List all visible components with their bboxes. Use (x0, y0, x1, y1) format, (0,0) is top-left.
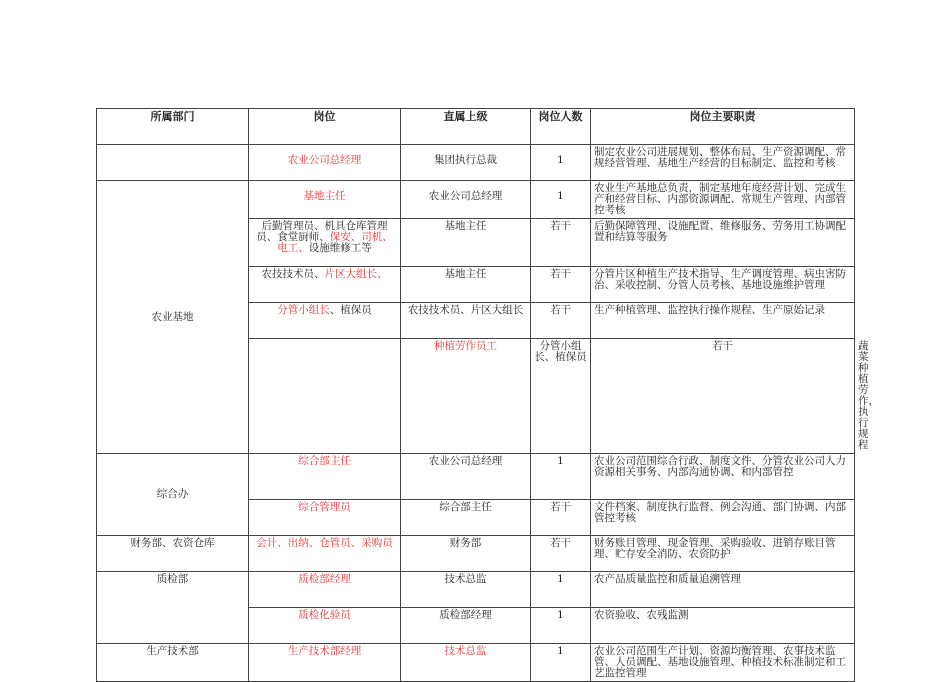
headcount-cell: 若干 (531, 219, 591, 267)
duties-cell: 农业生产基地总负责，制定基地年度经营计划、完成生产和经营目标、内部资源调配、常规生产管理、内部管控考核 (591, 181, 855, 219)
position-cell (249, 219, 401, 267)
department-cell: 财务部、农资仓库 (97, 536, 249, 572)
headcount-cell: 若干 (591, 339, 855, 454)
position-cell: 综合管理员 (249, 500, 401, 536)
duties-cell: 农资验收、农残监测 (591, 608, 855, 644)
supervisor-cell: 质检部经理 (401, 608, 531, 644)
table-header-row (97, 109, 855, 145)
table-row (97, 454, 855, 500)
supervisor-cell: 农业公司总经理 (401, 454, 531, 500)
position-text: 设施维修工等 (308, 242, 372, 254)
position-text: 、植保员 (329, 304, 372, 316)
headcount-cell: 若干 (531, 500, 591, 536)
duties-cell: 农业公司范围综合行政、制度文件、分管农业公司人力资源相关事务、内部沟通协调、和内部管控 (591, 454, 855, 500)
header-headcount: 岗位人数 (531, 109, 591, 145)
header-supervisor: 直属上级 (401, 109, 531, 145)
header-duties: 岗位主要职责 (591, 109, 855, 145)
department-cell: 综合办 (97, 454, 249, 536)
department-cell: 生产技术部 (97, 644, 249, 682)
headcount-cell: 若干 (531, 536, 591, 572)
position-text-highlight: 片区大组长、 (324, 268, 388, 280)
department-cell: 质检部 (97, 572, 249, 644)
supervisor-cell: 农业公司总经理 (401, 181, 531, 219)
supervisor-cell: 分管小组长、植保员 (531, 339, 591, 454)
position-cell: 质检化验员 (249, 608, 401, 644)
duties-cell: 财务账目管理、现金管理、采购验收、进销存账目管理、贮存安全消防、农资防护 (591, 536, 855, 572)
position-cell (249, 303, 401, 339)
position-table (96, 108, 879, 682)
supervisor-cell: 基地主任 (401, 267, 531, 303)
table-row (97, 181, 855, 219)
duties-cell: 农业公司范围生产计划、资源均衡管理、农事技术监管、人员调配、基地设施管理、种植技术标准制定和工艺监控管理 (591, 644, 855, 682)
position-cell: 农业公司总经理 (249, 145, 401, 181)
header-department: 所属部门 (97, 109, 249, 145)
supervisor-cell: 集团执行总裁 (401, 145, 531, 181)
supervisor-cell: 技术总监 (401, 644, 531, 682)
duties-cell: 农产品质量监控和质量追溯管理 (591, 572, 855, 608)
position-cell: 会计、出纳、仓管员、采购员 (249, 536, 401, 572)
headcount-cell: 1 (531, 145, 591, 181)
duties-cell: 分管片区种植生产技术指导、生产调度管理、病虫害防治、采收控制、分管人员考核、基地设施维护管理 (591, 267, 855, 303)
headcount-cell: 若干 (531, 303, 591, 339)
duties-cell: 后勤保障管理、设施配置、维修服务、劳务用工协调配置和结算等服务 (591, 219, 855, 267)
headcount-cell: 1 (531, 608, 591, 644)
supervisor-cell: 财务部 (401, 536, 531, 572)
supervisor-cell: 基地主任 (401, 219, 531, 267)
duties-cell: 生产种植管理、监控执行操作规程、生产原始记录 (591, 303, 855, 339)
table-row: 种植劳作员工 分管小组长、植保员 若干 蔬菜种植劳作，执行规程 (97, 339, 855, 454)
table-row (97, 644, 855, 682)
supervisor-cell: 技术总监 (401, 572, 531, 608)
position-cell: 综合部主任 (249, 454, 401, 500)
department-cell: 农业基地 (97, 181, 249, 454)
supervisor-cell: 农技技术员、片区大组长 (401, 303, 531, 339)
supervisor-cell: 综合部主任 (401, 500, 531, 536)
table-row (97, 145, 855, 181)
duties-cell: 制定农业公司进展规划、整体布局、生产资源调配、常规经营管理、基地生产经营的目标制定、监控和考核 (591, 145, 855, 181)
position-text-highlight: 保安、司机、电工、 (277, 231, 393, 254)
position-cell (249, 267, 401, 303)
position-cell: 基地主任 (249, 181, 401, 219)
header-position: 岗位 (249, 109, 401, 145)
headcount-cell: 1 (531, 181, 591, 219)
position-cell: 生产技术部经理 (249, 644, 401, 682)
position-cell: 种植劳作员工 (401, 339, 531, 454)
position-text-highlight: 分管小组长 (277, 304, 330, 316)
position-text: 后勤管理员、机具仓库管理员、食堂厨师、 (256, 220, 388, 243)
headcount-cell: 若干 (531, 267, 591, 303)
department-cell (97, 145, 249, 181)
department-cell (249, 339, 401, 454)
position-text: 农技技术员、 (261, 268, 325, 280)
duties-cell: 文件档案、制度执行监督、例会沟通、部门协调、内部管控考核 (591, 500, 855, 536)
position-cell: 质检部经理 (249, 572, 401, 608)
headcount-cell: 1 (531, 454, 591, 500)
table-row (97, 536, 855, 572)
table-row (97, 572, 855, 608)
headcount-cell: 1 (531, 572, 591, 608)
headcount-cell: 1 (531, 644, 591, 682)
